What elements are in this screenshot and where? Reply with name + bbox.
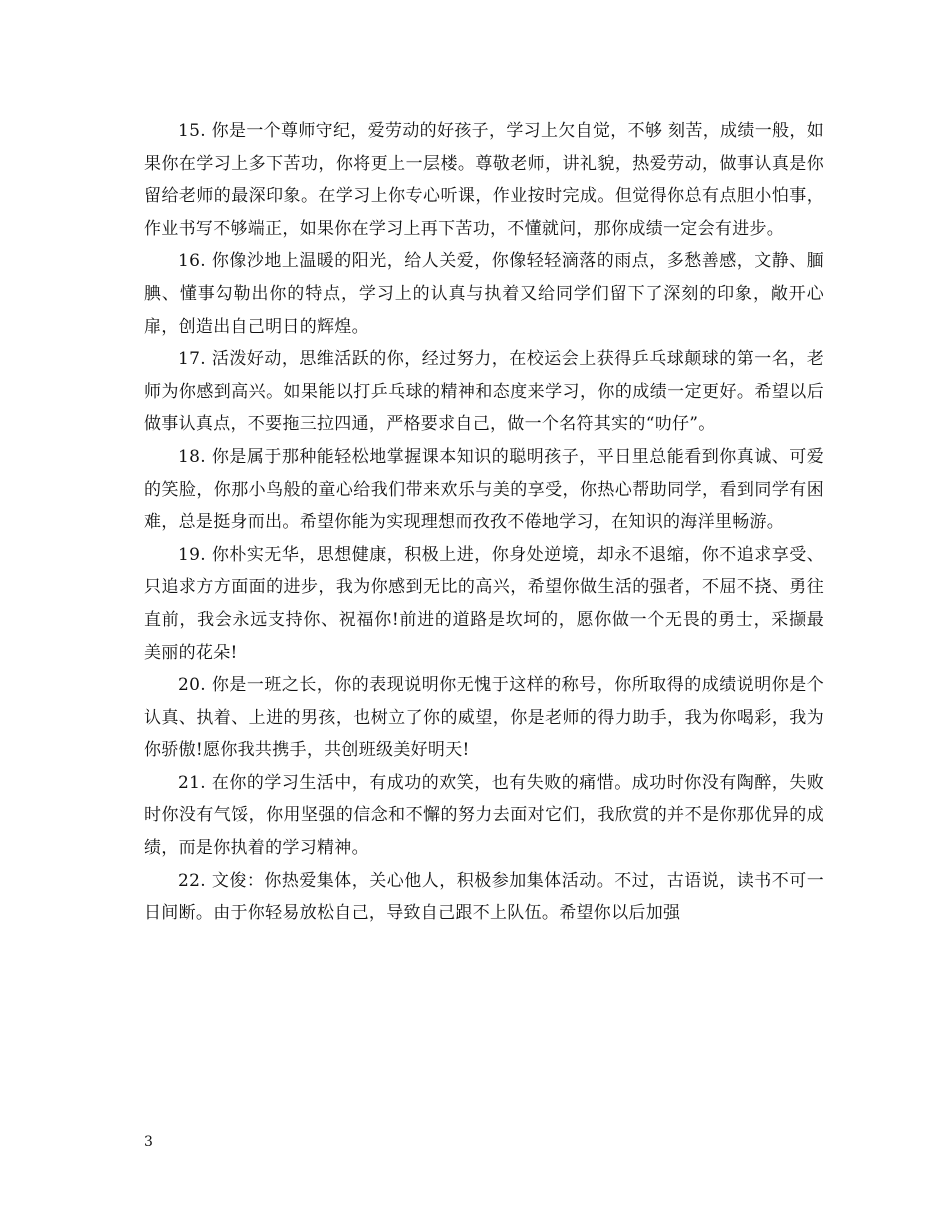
comment-paragraph-17: 17. 活泼好动，思维活跃的你，经过努力，在校运会上获得乒乓球颠球的第一名，老师为你感到高兴。如果能以打乒乓球的精神和态度来学习，你的成绩一定更好。希望以后做事认真点，不要拖三拉四通，严格要求自己，做一个名符其实的“叻仔”。: [144, 349, 824, 435]
comment-paragraph-18: 18. 你是属于那种能轻松地掌握课本知识的聪明孩子，平日里总能看到你真诚、可爱的笑脸，你那小鸟般的童心给我们带来欢乐与美的享受，你热心帮助同学，看到同学有困难，总是挺身而出。希望你能为实现理想而孜孜不倦地学习，在知识的海洋里畅游。: [144, 446, 824, 533]
comment-paragraph-22: 22. 文俊：你热爱集体，关心他人，积极参加集体活动。不过，古语说，读书不可一日间断。由于你轻易放松自己，导致自己跟不上队伍。希望你以后加强: [144, 870, 824, 924]
comment-paragraph-20: 20. 你是一班之长，你的表现说明你无愧于这样的称号，你所取得的成绩说明你是个认真、执着、上进的男孩，也树立了你的威望，你是老师的得力助手，我为你喝彩，我为你骄傲!愿你我共携手，共创班级美好明天!: [144, 675, 824, 761]
page-number: 3: [144, 1134, 153, 1150]
comment-paragraph-19: 19. 你朴实无华，思想健康，积极上进，你身处逆境，却永不退缩，你不追求享受、只追求方方面面的进步，我为你感到无比的高兴，希望你做生活的强者，不屈不挠、勇往直前，我会永远支持你、祝福你!前进的道路是坎坷的，愿你做一个无畏的勇士，采撷最美丽的花朵!: [144, 544, 824, 663]
comment-paragraph-16: 16. 你像沙地上温暖的阳光，给人关爱，你像轻轻滴落的雨点，多愁善感，文静、腼腆、懂事勾勒出你的特点，学习上的认真与执着又给同学们留下了深刻的印象，敞开心扉，创造出自己明日的辉煌。: [144, 251, 824, 337]
document-body: [144, 115, 824, 930]
comment-paragraph-21: 21. 在你的学习生活中，有成功的欢笑，也有失败的痛惜。成功时你没有陶醉，失败时你没有气馁，你用坚强的信念和不懈的努力去面对它们，我欣赏的并不是你那优异的成绩，而是你执着的学习精神。: [144, 772, 824, 859]
comment-paragraph-15: 15. 你是一个尊师守纪，爱劳动的好孩子，学习上欠自觉，不够 刻苦，成绩一般，如果你在学习上多下苦功，你将更上一层楼。尊敬老师，讲礼貌，热爱劳动，做事认真是你留给老师的最深印象。在学习上你专心听课，作业按时完成。但觉得你总有点胆小怕事，作业书写不够端正，如果你在学习上再下苦功，不懂就问，那你成绩一定会有进步。: [144, 121, 824, 239]
